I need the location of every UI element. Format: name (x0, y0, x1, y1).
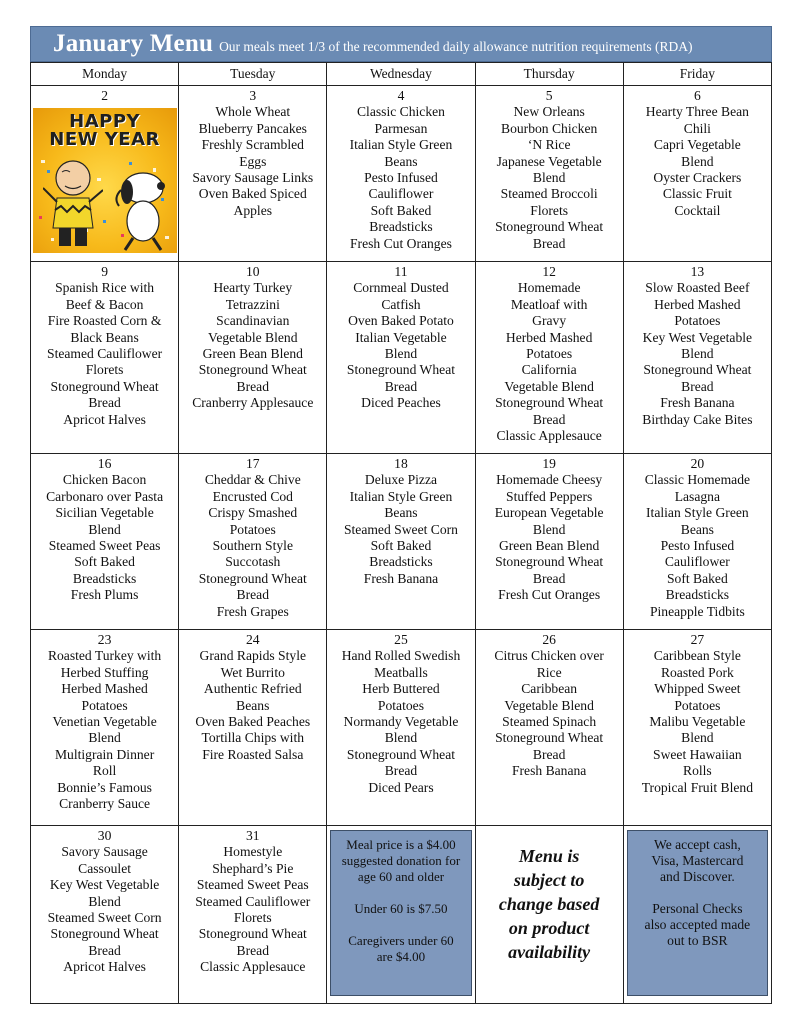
menu-item: Bread (532, 570, 566, 586)
day-number: 11 (394, 264, 408, 279)
day-number: 20 (690, 456, 705, 471)
menu-item: Chicken Bacon (62, 472, 147, 488)
menu-item: Breadsticks (369, 554, 433, 570)
day-cell (623, 86, 771, 262)
menu-item: Vegetable Blend (208, 329, 298, 345)
menu-item: Italian Style Green (646, 505, 749, 521)
notice-line: Menu is (518, 846, 580, 866)
menu-item: Savory Sausage (61, 844, 148, 860)
menu-item: Rice (536, 664, 562, 680)
menu-item: Fresh Banana (660, 395, 735, 411)
caregiver-price: are $4.00 (376, 949, 426, 964)
week-row (31, 826, 772, 1004)
menu-item: Apples (233, 202, 273, 218)
menu-item: Slow Roasted Beef (645, 280, 750, 296)
pricing-line: Meal price is a $4.00 (346, 837, 456, 852)
menu-item: Breadsticks (369, 219, 433, 235)
day-cell (327, 262, 475, 454)
menu-change-notice (478, 828, 621, 964)
menu-item: Potatoes (377, 697, 424, 713)
menu-item: Tetrazzini (225, 296, 280, 312)
menu-item: Vegetable Blend (504, 697, 594, 713)
menu-item: Bread (88, 942, 121, 958)
week-row (31, 454, 772, 630)
menu-item: Steamed Sweet Corn (47, 910, 162, 926)
menu-item: Bread (384, 763, 418, 779)
notice-cell (475, 826, 623, 1004)
menu-item: Florets (233, 910, 272, 926)
menu-item: Caribbean Style (653, 648, 741, 664)
menu-item: Cauliflower (368, 186, 434, 202)
menu-item: Soft Baked (370, 202, 432, 218)
happy-text: HAPPY (69, 111, 141, 133)
menu-item: Classic Homemade (644, 472, 751, 488)
menu-item: Caribbean (521, 681, 578, 697)
menu-item: Classic Fruit (662, 186, 732, 202)
week-row (31, 262, 772, 454)
day-number: 12 (542, 264, 556, 279)
menu-title: January Menu (53, 30, 214, 57)
menu-item: Italian Style Green (349, 488, 453, 504)
menu-item: Herbed Mashed (654, 296, 741, 312)
menu-item: Key West Vegetable (49, 877, 160, 893)
menu-item: Cornmeal Dusted (353, 280, 449, 296)
menu-item: Cassoulet (78, 860, 132, 876)
day-number: 26 (542, 632, 556, 647)
day-cell (31, 86, 179, 262)
menu-item: Cocktail (674, 202, 721, 218)
day-number: 24 (245, 632, 260, 647)
day-cell (475, 630, 623, 826)
menu-item: Capri Vegetable (653, 137, 741, 153)
menu-item: Stoneground Wheat (346, 362, 456, 378)
menu-item: Meatballs (374, 664, 428, 680)
menu-item: Breadsticks (72, 570, 137, 586)
under-60-price: Under 60 is $7.50 (354, 901, 448, 916)
menu-item: Stoneground Wheat (495, 730, 604, 746)
notice-line: change based (498, 894, 600, 914)
menu-item: Malibu Vegetable (649, 714, 746, 730)
menu-item: Stoneground Wheat (50, 926, 159, 942)
menu-item: Soft Baked (370, 538, 432, 554)
menu-item: Bonnie’s Famous (57, 779, 152, 795)
menu-item: Diced Peaches (361, 395, 441, 411)
menu-item: Vegetable Blend (504, 378, 594, 394)
menu-item: Fresh Cut Oranges (498, 587, 601, 603)
menu-item: Soft Baked (74, 554, 135, 570)
menu-item: Homestyle (223, 844, 283, 860)
menu-item: Oven Baked Peaches (195, 714, 311, 730)
menu-item: Apricot Halves (63, 959, 146, 975)
menu-item: Steamed Spinach (502, 714, 597, 730)
pricing-line: suggested donation for (341, 853, 461, 868)
payment-line: Visa, Mastercard (651, 853, 744, 868)
day-cell (179, 86, 327, 262)
weekday-tuesday: Tuesday (179, 63, 327, 86)
menu-item: Steamed Sweet Peas (196, 877, 309, 893)
menu-item: Cauliflower (664, 554, 730, 570)
menu-item: Blend (532, 521, 566, 537)
menu-item: Citrus Chicken over (494, 648, 604, 664)
menu-item: Blend (88, 521, 121, 537)
menu-item: Bread (681, 378, 714, 394)
menu-item: Black Beans (70, 329, 139, 345)
menu-item: Green Bean Blend (498, 538, 600, 554)
menu-item: Bread (384, 378, 418, 394)
menu-item: Roasted Turkey with (47, 648, 162, 664)
menu-item: Chili (683, 120, 711, 136)
menu-item: Blueberry Pancakes (198, 120, 307, 136)
day-number: 5 (545, 88, 553, 103)
menu-item: Rolls (683, 763, 712, 779)
menu-item: Spanish Rice with (55, 280, 155, 296)
menu-item: Stoneground Wheat (198, 362, 307, 378)
charlie-brown-icon (43, 158, 103, 253)
menu-item: Potatoes (229, 521, 276, 537)
day-cell (31, 454, 179, 630)
menu-item: Catfish (381, 296, 421, 312)
payment-box (627, 830, 768, 996)
menu-item: Bread (236, 587, 270, 603)
menu-item: European Vegetable (494, 505, 604, 521)
menu-item: Tortilla Chips with (201, 730, 305, 746)
menu-item: Fire Roasted Salsa (202, 746, 304, 762)
menu-item: Potatoes (526, 346, 573, 362)
menu-item: Fresh Grapes (216, 603, 289, 619)
caregiver-price: Caregivers under 60 (348, 933, 454, 948)
menu-header (30, 26, 772, 62)
menu-item: Steamed Sweet Corn (343, 521, 458, 537)
day-cell (623, 630, 771, 826)
menu-item: Classic Applesauce (200, 959, 306, 975)
menu-item: Bread (88, 395, 121, 411)
menu-item: Beans (236, 697, 270, 713)
menu-item: Eggs (239, 153, 267, 169)
day-number: 17 (245, 456, 260, 471)
day-number: 25 (394, 632, 408, 647)
menu-item: Florets (530, 202, 569, 218)
menu-item: Oyster Crackers (653, 170, 742, 186)
day-number: 31 (245, 828, 260, 843)
menu-item: Bread (236, 942, 270, 958)
menu-item: Classic Chicken (356, 104, 445, 120)
menu-item: Oven Baked Potato (348, 313, 454, 329)
menu-item: Meatloaf with (510, 296, 588, 312)
menu-subtitle: Our meals meet 1/3 of the recommended daily allowance nutrition requirements (RDA) (219, 39, 693, 54)
menu-item: Sweet Hawaiian (653, 746, 742, 762)
menu-item: Steamed Sweet Peas (48, 538, 161, 554)
menu-item: Potatoes (674, 697, 721, 713)
day-number: 18 (394, 456, 408, 471)
pricing-line: age 60 and older (357, 869, 445, 884)
day-number: 3 (249, 88, 257, 103)
menu-item: Hearty Turkey (213, 280, 293, 296)
new-year-text: NEW YEAR (49, 129, 160, 151)
menu-item: Blend (88, 893, 121, 909)
menu-item: Potatoes (81, 697, 128, 713)
menu-item: Bread (532, 235, 566, 251)
menu-item: Fresh Banana (511, 763, 587, 779)
notice-line: availability (508, 942, 591, 962)
menu-item: Homemade (517, 280, 581, 296)
menu-item: Blend (681, 153, 714, 169)
payment-line: and Discover. (660, 869, 735, 884)
menu-item: Hearty Three Bean (645, 104, 749, 120)
menu-item: Beans (384, 153, 418, 169)
menu-item: Parmesan (374, 120, 428, 136)
payment-cell (623, 826, 771, 1004)
menu-item: Fresh Banana (363, 570, 439, 586)
menu-item: Cranberry Applesauce (192, 395, 314, 411)
menu-item: Crispy Smashed (208, 505, 298, 521)
day-number: 4 (397, 88, 405, 103)
menu-item: Stoneground Wheat (495, 554, 604, 570)
menu-item: Homemade Cheesy (496, 472, 603, 488)
day-number: 19 (542, 456, 556, 471)
menu-item: Herbed Stuffing (60, 664, 149, 680)
menu-item: Birthday Cake Bites (642, 411, 753, 427)
menu-item: Scandinavian (216, 313, 290, 329)
menu-item: Herb Buttered (362, 681, 440, 697)
menu-item: Japanese Vegetable (496, 153, 602, 169)
menu-item: Freshly Scrambled (201, 137, 304, 153)
menu-item: Diced Pears (368, 779, 434, 795)
day-cell (179, 630, 327, 826)
day-cell (179, 454, 327, 630)
menu-item: Blend (681, 346, 714, 362)
day-cell (327, 86, 475, 262)
day-number: 27 (690, 632, 705, 647)
menu-item: Cheddar & Chive (204, 472, 301, 488)
day-cell (327, 454, 475, 630)
menu-item: Beans (384, 505, 418, 521)
menu-item: Roasted Pork (660, 664, 734, 680)
menu-item: Bread (532, 411, 566, 427)
menu-item: Soft Baked (666, 570, 728, 586)
menu-item: Stoneground Wheat (50, 378, 159, 394)
menu-item: Blend (532, 170, 566, 186)
menu-item: Shephard’s Pie (212, 860, 294, 876)
menu-item: Steamed Broccoli (500, 186, 598, 202)
day-cell (475, 262, 623, 454)
menu-item: Encrusted Cod (212, 488, 293, 504)
menu-item: Gravy (532, 313, 567, 329)
day-cell (623, 454, 771, 630)
day-number: 30 (97, 828, 112, 843)
menu-item: Multigrain Dinner (54, 746, 155, 762)
menu-item: Grand Rapids Style (199, 648, 307, 664)
menu-item: Pesto Infused (364, 170, 438, 186)
day-number: 2 (101, 88, 108, 103)
day-cell (179, 826, 327, 1004)
menu-item: Apricot Halves (63, 411, 146, 427)
menu-item: Lasagna (674, 488, 721, 504)
menu-item: Whipped Sweet (654, 681, 741, 697)
menu-item: Fire Roasted Corn & (47, 313, 162, 329)
menu-item: Blend (681, 730, 714, 746)
weekday-friday: Friday (623, 63, 771, 86)
day-cell (327, 630, 475, 826)
menu-item: Oven Baked Spiced (198, 186, 307, 202)
menu-item: Stoneground Wheat (198, 570, 307, 586)
day-cell (475, 454, 623, 630)
menu-item: Breadsticks (665, 587, 730, 603)
menu-item: Roll (92, 763, 117, 779)
menu-item: Key West Vegetable (642, 329, 753, 345)
payment-line: also accepted made (644, 917, 751, 932)
menu-item: Normandy Vegetable (343, 714, 459, 730)
menu-item: Authentic Refried (203, 681, 302, 697)
payment-line: out to BSR (667, 933, 728, 948)
menu-item: Steamed Cauliflower (195, 893, 311, 909)
day-number: 23 (97, 632, 112, 647)
menu-item: Bread (532, 746, 566, 762)
day-number: 10 (245, 264, 260, 279)
menu-item: Blend (88, 730, 121, 746)
menu-item: Sicilian Vegetable (55, 505, 154, 521)
menu-item: Tropical Fruit Blend (641, 779, 754, 795)
menu-item: Wet Burrito (220, 664, 285, 680)
menu-item: Herbed Mashed (505, 329, 593, 345)
menu-item: California (521, 362, 577, 378)
menu-item: Blend (384, 730, 418, 746)
menu-item: Potatoes (674, 313, 721, 329)
day-cell (31, 630, 179, 826)
day-number: 16 (97, 456, 112, 471)
menu-item: Whole Wheat (215, 104, 291, 120)
menu-item: Herbed Mashed (61, 681, 148, 697)
weekday-wednesday: Wednesday (327, 63, 475, 86)
menu-item: Green Bean Blend (202, 346, 303, 362)
menu-item: Savory Sausage Links (192, 170, 314, 186)
menu-item: Fresh Plums (70, 587, 139, 603)
menu-item: Italian Vegetable (355, 329, 447, 345)
week-row (31, 630, 772, 826)
day-number: 13 (690, 264, 705, 279)
menu-item: Deluxe Pizza (364, 472, 438, 488)
menu-item: Hand Rolled Swedish (341, 648, 461, 664)
menu-item: Blend (384, 346, 418, 362)
menu-item: Stuffed Peppers (506, 488, 593, 504)
menu-item: Fresh Cut Oranges (349, 235, 452, 251)
menu-item: Carbonaro over Pasta (46, 488, 164, 504)
menu-item: Steamed Cauliflower (47, 346, 163, 362)
day-cell (31, 826, 179, 1004)
menu-item: Stoneground Wheat (198, 926, 307, 942)
menu-item: Italian Style Green (349, 137, 453, 153)
menu-item: Beans (680, 521, 714, 537)
snoopy-icon (109, 166, 173, 251)
menu-item: ‘N Rice (527, 137, 571, 153)
day-number: 6 (693, 88, 701, 103)
day-cell (31, 262, 179, 454)
menu-item: Bread (236, 378, 270, 394)
menu-item: Pesto Infused (660, 538, 735, 554)
payment-line: We accept cash, (653, 837, 741, 852)
day-cell (475, 86, 623, 262)
menu-item: Pineapple Tidbits (649, 603, 745, 619)
weekday-header-row (31, 63, 772, 86)
menu-item: Stoneground Wheat (346, 746, 456, 762)
menu-item: Venetian Vegetable (52, 714, 157, 730)
menu-item: Stoneground Wheat (495, 395, 604, 411)
menu-item: Stoneground Wheat (495, 219, 604, 235)
weekday-monday: Monday (31, 63, 179, 86)
menu-item: Stoneground Wheat (643, 362, 752, 378)
menu-item: Bourbon Chicken (501, 120, 598, 136)
day-cell (623, 262, 771, 454)
notice-line: subject to (513, 870, 585, 890)
pricing-box (330, 830, 471, 996)
weekday-thursday: Thursday (475, 63, 623, 86)
happy-new-year-image (33, 108, 177, 253)
menu-item: Succotash (225, 554, 281, 570)
day-number: 9 (101, 264, 108, 279)
pricing-cell (327, 826, 475, 1004)
menu-item: New Orleans (513, 104, 585, 120)
menu-item: Beef & Bacon (65, 296, 144, 312)
menu-item: Cranberry Sauce (59, 796, 151, 812)
menu-calendar (30, 62, 772, 1004)
payment-line: Personal Checks (652, 901, 743, 916)
notice-line: on product (508, 918, 590, 938)
day-cell (179, 262, 327, 454)
menu-item: Classic Applesauce (496, 428, 602, 444)
menu-item: Florets (85, 362, 124, 378)
menu-item: Southern Style (212, 538, 293, 554)
week-row (31, 86, 772, 262)
